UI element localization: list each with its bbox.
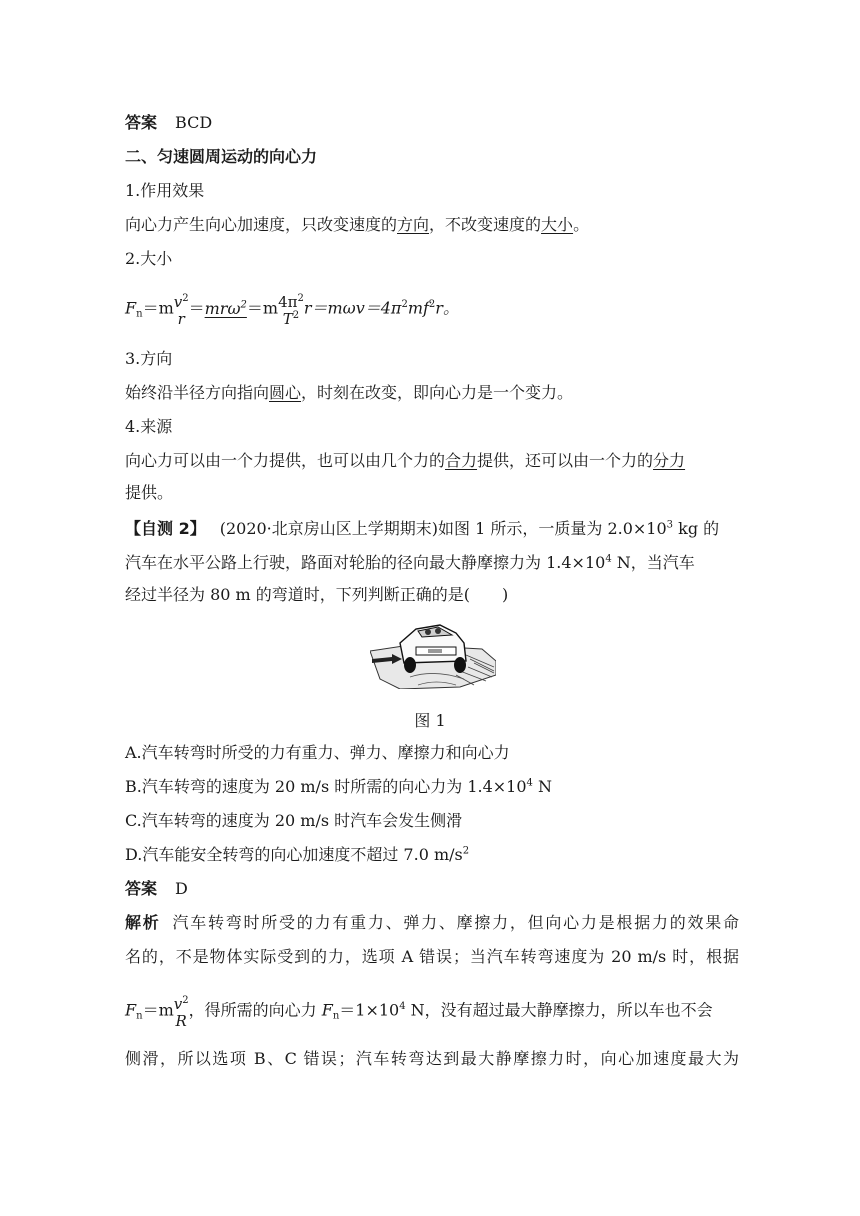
option-b (125, 776, 552, 798)
item1-heading: 1.作用效果 (125, 181, 205, 200)
text: 汽车在水平公路上行驶，路面对轮胎的径向最大静摩擦力为 1.4×10 (125, 553, 606, 572)
subscript: n (136, 308, 143, 320)
text: N (532, 777, 553, 796)
symbol: F (125, 298, 137, 318)
problem-tag: 【自测 2】 (125, 519, 206, 538)
blank-answer: 合力 (445, 451, 478, 470)
text: B.汽车转弯的速度为 20 m/s 时所需的向心力为 1.4×10 (125, 777, 527, 796)
problem-line1 (125, 518, 719, 540)
text: (2020·北京房山区上学期期末)如图 1 所示，一质量为 2.0×10 (219, 519, 667, 538)
analysis-label: 解析 (125, 913, 161, 932)
text: r＝mωv＝4π (303, 298, 402, 318)
superscript: 2 (428, 299, 436, 311)
text: ＝m (142, 1000, 174, 1020)
answer-value: BCD (175, 113, 213, 132)
symbol: F (125, 1000, 137, 1020)
answer-line-2 (125, 878, 188, 900)
option-a: A.汽车转弯时所受的力有重力、弹力、摩擦力和向心力 (125, 743, 510, 762)
symbol: R (175, 1012, 187, 1030)
superscript: 2 (240, 299, 247, 311)
blank-answer: 分力 (653, 451, 686, 470)
answer-label: 答案 (125, 113, 158, 132)
text: 汽车转弯时所受的力有重力、弹力、摩擦力，但向心力是根据力的效果命 (172, 913, 739, 932)
superscript: 2 (462, 845, 470, 857)
text: ＝ (188, 298, 205, 318)
analysis-line3 (125, 994, 713, 1028)
superscript: 2 (297, 293, 304, 304)
text: 始终沿半径方向指向 (125, 383, 270, 402)
force-formula (125, 292, 459, 326)
text: 向心力产生向心加速度，只改变速度的 (125, 215, 398, 234)
superscript: 4 (399, 1001, 406, 1013)
subscript: n (136, 1010, 143, 1022)
problem-line2 (125, 552, 695, 574)
item3-heading: 3.方向 (125, 349, 173, 368)
text: ＝m (142, 298, 174, 318)
fraction-v2-R (174, 996, 189, 1030)
symbol: 4π (278, 293, 298, 311)
text: ，时刻在改变，即向心力是一个变力。 (301, 383, 574, 402)
text: D.汽车能安全转弯的向心加速度不超过 7.0 m/s (125, 845, 463, 864)
subscript: n (332, 1010, 340, 1022)
symbol: r (177, 310, 185, 328)
text: ，得所需的向心力 (188, 1000, 322, 1020)
section-title: 二、匀速圆周运动的向心力 (125, 147, 318, 166)
text: N，当汽车 (611, 553, 695, 572)
fraction-4pi2-T2 (278, 294, 304, 328)
superscript: 3 (666, 519, 674, 531)
item2-heading: 2.大小 (125, 249, 173, 268)
item4-heading: 4.来源 (125, 417, 173, 436)
blank-answer: 圆心 (269, 383, 302, 402)
car-turning-figure (370, 615, 496, 689)
superscript: 2 (401, 299, 408, 311)
text: ，不改变速度的 (429, 215, 542, 234)
blank-answer: 方向 (397, 215, 430, 234)
symbol: T (282, 310, 293, 328)
answer-value: D (175, 879, 188, 898)
text: ＝1×10 (339, 1000, 400, 1020)
fraction-v2-r (174, 294, 189, 328)
item3-paragraph (125, 382, 573, 404)
symbol: mrω (204, 298, 241, 318)
text: 。 (573, 215, 590, 234)
option-d (125, 844, 469, 866)
text: 向心力可以由一个力提供，也可以由几个力的 (125, 451, 446, 470)
option-c: C.汽车转弯的速度为 20 m/s 时汽车会发生侧滑 (125, 811, 463, 830)
item4-paragraph-line1 (125, 450, 685, 472)
superscript: 2 (292, 310, 300, 321)
text: 提供，还可以由一个力的 (477, 451, 654, 470)
item4-paragraph-line2: 提供。 (125, 483, 174, 502)
text: N，没有超过最大静摩擦力，所以车也不会 (405, 1000, 713, 1020)
blank-answer: 大小 (541, 215, 574, 234)
problem-line3: 经过半径为 80 m 的弯道时，下列判断正确的是( ) (125, 585, 509, 604)
symbol: v (173, 995, 183, 1013)
analysis-line4: 侧滑，所以选项 B、C 错误；汽车转弯达到最大静摩擦力时，向心加速度最大为 (125, 1049, 739, 1068)
superscript: 4 (605, 553, 612, 565)
superscript: 4 (526, 777, 533, 789)
superscript: 2 (182, 995, 189, 1006)
analysis-line1 (125, 912, 739, 934)
symbol: mf (407, 298, 429, 318)
answer-line-1 (125, 112, 212, 134)
blank-answer (205, 299, 247, 318)
text: ＝m (246, 298, 279, 318)
symbol: v (173, 293, 183, 311)
item1-paragraph (125, 214, 589, 236)
symbol: r。 (435, 298, 459, 318)
superscript: 2 (182, 293, 189, 304)
symbol: F (321, 1000, 333, 1020)
text: kg 的 (673, 519, 720, 538)
figure-caption: 图 1 (414, 711, 446, 730)
answer-label: 答案 (125, 879, 158, 898)
analysis-line2: 名的，不是物体实际受到的力，选项 A 错误；当汽车转弯速度为 20 m/s 时，根据 (125, 947, 739, 966)
